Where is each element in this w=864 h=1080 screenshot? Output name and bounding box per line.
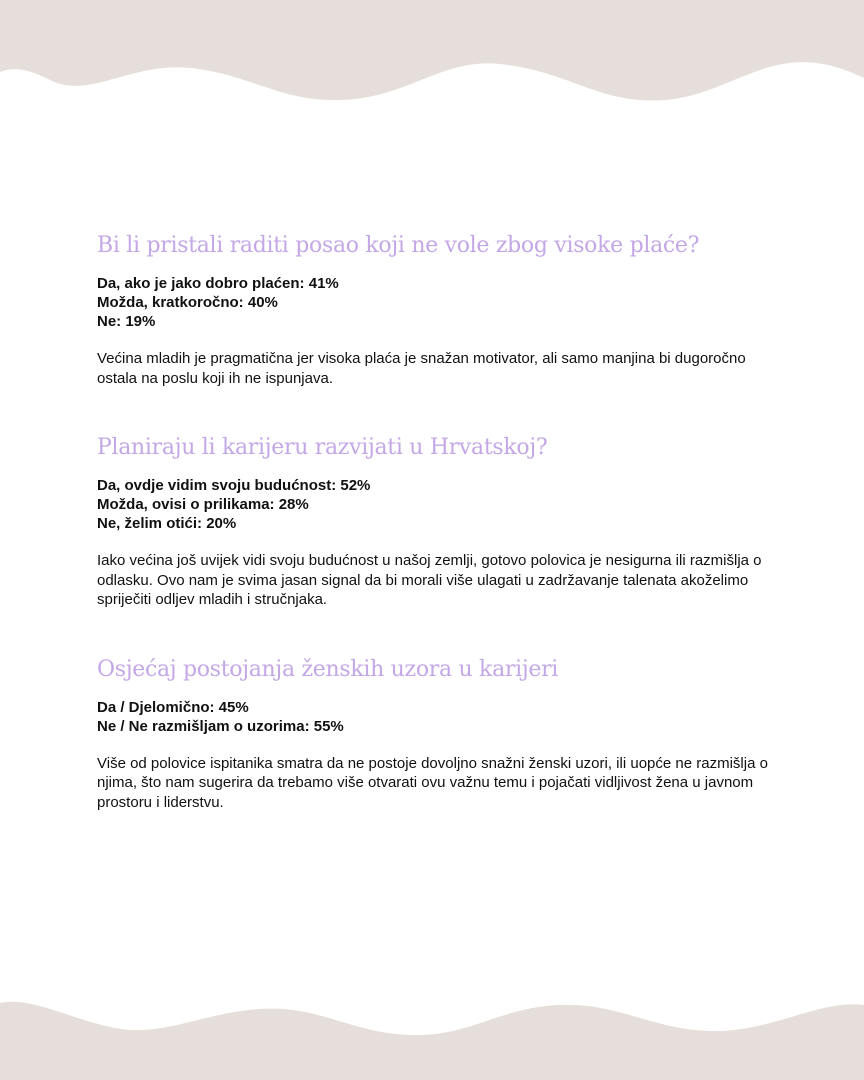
section-heading: Osjećaj postojanja ženskih uzora u karijeri (97, 656, 559, 682)
section-heading: Planiraju li karijeru razvijati u Hrvatskoj? (97, 435, 548, 460)
stats-list (97, 698, 777, 736)
main-content (97, 230, 777, 856)
section-heading: Bi li pristali raditi posao koji ne vole zbog visoke plaće? (97, 233, 700, 258)
stat-item: Možda, kratkoročno: 40% (97, 294, 278, 311)
stat-item: Da, ako je jako dobro plaćen: 41% (97, 275, 339, 292)
stat-item: Možda, ovisi o prilikama: 28% (97, 496, 309, 513)
stats-list (97, 476, 777, 533)
stats-list (97, 274, 777, 331)
stat-item: Ne: 19% (97, 313, 156, 330)
stat-item: Ne / Ne razmišljam o uzorima: 55% (97, 717, 344, 735)
stat-item: Ne, želim otići: 20% (97, 515, 237, 532)
bottom-wave-decoration (0, 985, 864, 1080)
section-career-croatia (97, 432, 777, 610)
top-wave-decoration (0, 0, 864, 110)
stat-item: Da, ovdje vidim svoju budućnost: 52% (97, 477, 371, 494)
section-female-role-models (97, 654, 777, 813)
section-paragraph: Većina mladih je pragmatična jer visoka plaća je snažan motivator, ali samo manjina bi dugoročno ostala na poslu koji ih ne ispunjava. (97, 350, 746, 387)
section-salary (97, 230, 777, 388)
section-paragraph: Više od polovice ispitanika smatra da ne postoje dovoljno snažni ženski uzori, ili uopće ne razmišlja o njima, što nam sugerira da trebamo više otvarati ovu važnu temu i pojačati vidljivost žena u javnom prostoru i liderstvu. (97, 754, 768, 811)
stat-item: Da / Djelomično: 45% (97, 698, 249, 716)
section-paragraph: Iako većina još uvijek vidi svoju budućnost u našoj zemlji, gotovo polovica je nesigurna ili razmišlja o odlasku. Ovo nam je svima jasan signal da bi morali više ulagati u zadržavanje talenata akoželimo spriječiti odljev mladih i stručnjaka. (97, 552, 762, 608)
